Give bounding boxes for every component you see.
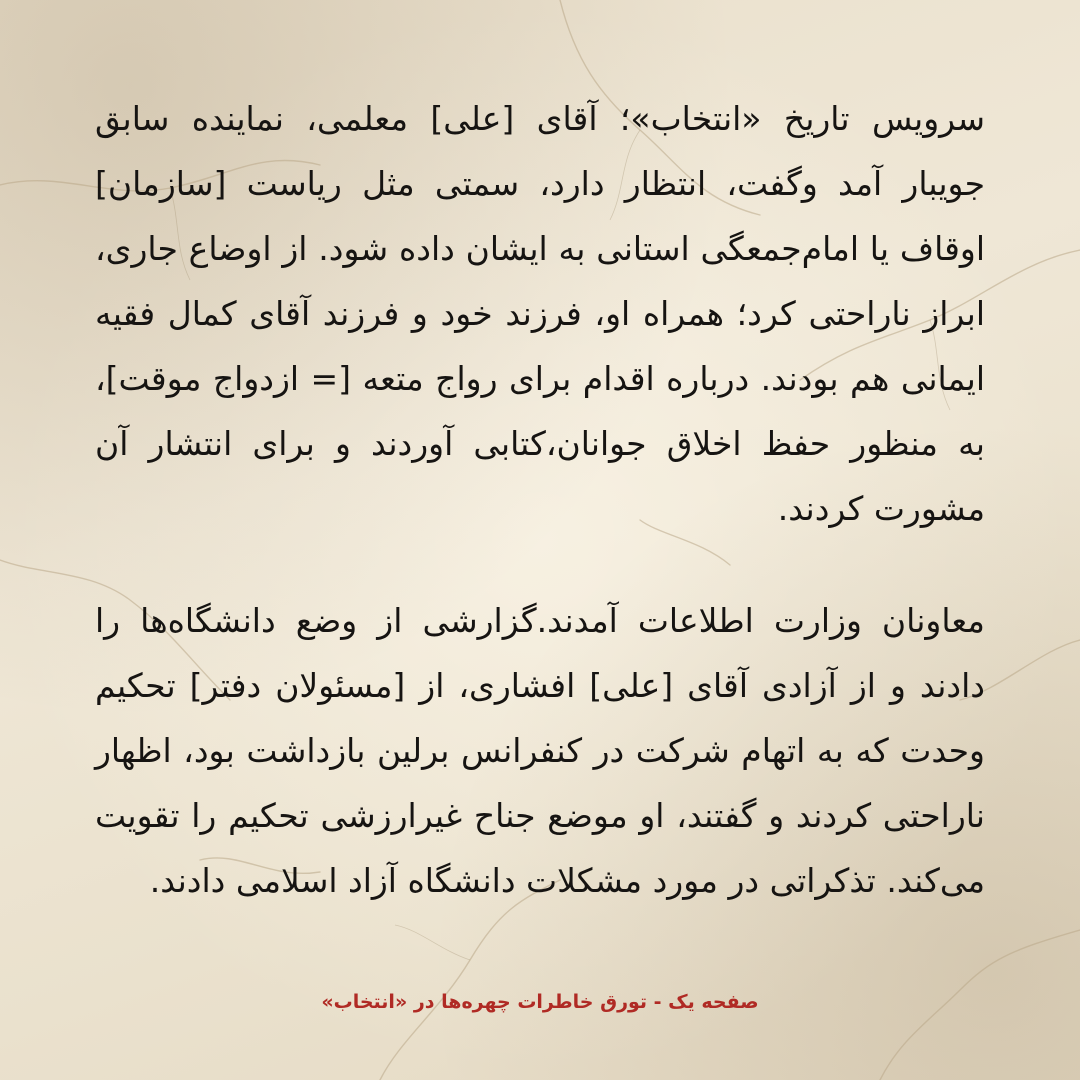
memoir-paragraph-2: معاونان وزارت اطلاعات آمدند.گزارشی از وضع دانشگاه‌ها را دادند و از آزادی آقای [علی] افشاری، از [مسئولان دفتر] تحکیم وحدت که به اتهام شرکت در کنفرانس برلین بازداشت بود، اظهار ناراحتی کردند و گفتند، او موضع جناح غیرارزشی تحکیم را تقویت می‌کند. تذکراتی در مورد مشکلات دانشگاه آزاد اسلامی دادند. [95, 601, 985, 900]
memoir-paragraph-1: سرویس تاریخ «انتخاب»؛ آقای [علی] معلمی، نماینده سابق جویبار آمد وگفت، انتظار دارد، سمتی مثل ریاست [سازمان] اوقاف یا امام‌جمعگی استانی به ایشان داده شود. از اوضاع جاری، ابراز ناراحتی کرد؛ همراه او، فرزند خود و فرزند آقای کمال فقیه ایمانی هم بودند. درباره اقدام برای رواج متعه [= ازدواج موقت]، به منظور حفظ اخلاق جوانان،کتابی آوردند و برای انتشار آن مشورت کردند. [95, 99, 985, 528]
page-caption: صفحه یک - تورق خاطرات چهره‌ها در «انتخاب» [321, 991, 759, 1013]
